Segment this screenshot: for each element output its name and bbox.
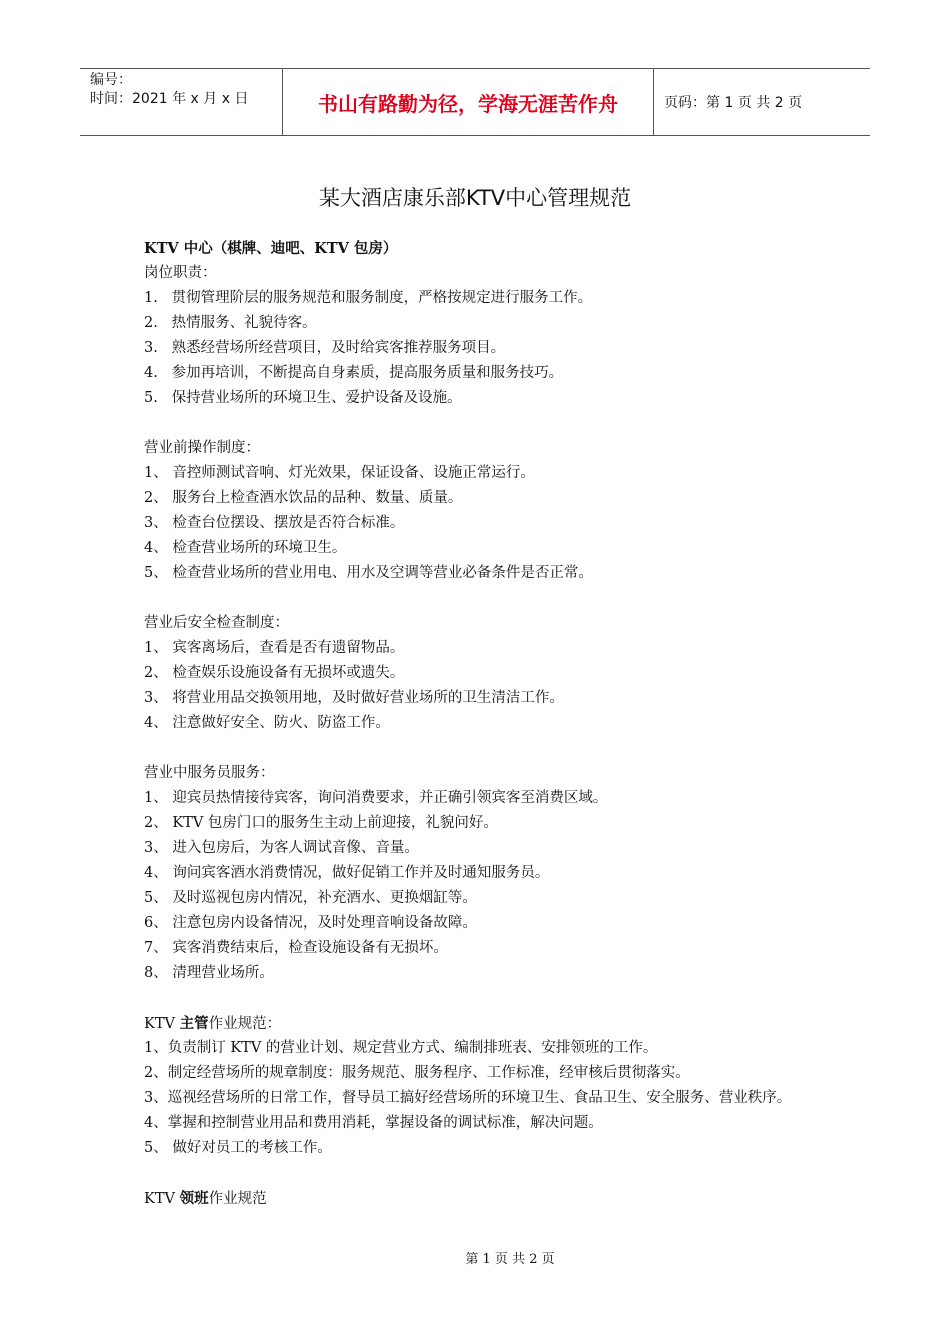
list-item: 4、掌握和控制营业用品和费用消耗，掌握设备的调试标准，解决问题。 (144, 1115, 603, 1131)
code-label: 编号： (90, 72, 132, 88)
header-page-label: 页码：第 1 页 共 2 页 (664, 95, 803, 111)
list-item: 1、 迎宾员热情接待宾客，询问消费要求，并正确引领宾客至消费区域。 (144, 790, 608, 806)
list-item: 1. 贯彻管理阶层的服务规范和服务制度，严格按规定进行服务工作。 (144, 290, 593, 306)
supervisor-heading-bold: 主管 (179, 1015, 209, 1032)
foreman-heading-prefix: KTV (144, 1191, 180, 1207)
list-item: 8、 清理营业场所。 (144, 965, 274, 981)
document-title: 某大酒店康乐部KTV中心管理规范 (318, 186, 632, 210)
list-item: 4、 检查营业场所的环境卫生。 (144, 540, 347, 556)
list-item: 5、 及时巡视包房内情况，补充酒水、更换烟缸等。 (144, 890, 477, 906)
list-item: 2、 KTV 包房门口的服务生主动上前迎接，礼貌问好。 (144, 815, 498, 831)
list-item: 1、 宾客离场后，查看是否有遗留物品。 (144, 640, 405, 656)
list-item: 4. 参加再培训，不断提高自身素质，提高服务质量和服务技巧。 (144, 365, 564, 381)
list-item: 3、 将营业用品交换领用地，及时做好营业场所的卫生清洁工作。 (144, 690, 564, 706)
list-item: 5、 做好对员工的考核工作。 (144, 1140, 332, 1156)
list-item: 2. 热情服务、礼貌待客。 (144, 315, 317, 331)
section-subtitle: KTV 中心（棋牌、迪吧、KTV 包房） (144, 240, 398, 257)
list-item: 1、负责制订 KTV 的营业计划、规定营业方式、编制排班表、安排领班的工作。 (144, 1040, 658, 1056)
list-item: 2、 检查娱乐设施设备有无损坏或遗失。 (144, 665, 405, 681)
list-item: 3. 熟悉经营场所经营项目，及时给宾客推荐服务项目。 (144, 340, 506, 356)
pre-open-heading: 营业前操作制度： (144, 440, 260, 456)
foreman-heading-bold: 领班 (179, 1190, 209, 1207)
post-close-heading: 营业后安全检查制度： (144, 615, 289, 631)
list-item: 5、 检查营业场所的营业用电、用水及空调等营业必备条件是否正常。 (144, 565, 593, 581)
list-item: 5. 保持营业场所的环境卫生、爱护设备及设施。 (144, 390, 462, 406)
header-motto: 书山有路勤为径，学海无涯苦作舟 (282, 69, 654, 135)
duties-heading: 岗位职责： (144, 265, 217, 281)
supervisor-heading-prefix: KTV (144, 1016, 180, 1032)
foreman-heading (144, 1186, 824, 1211)
list-item: 3、 检查台位摆设、摆放是否符合标准。 (144, 515, 405, 531)
list-item: 7、 宾客消费结束后，检查设施设备有无损坏。 (144, 940, 448, 956)
list-item: 3、 进入包房后，为客人调试音像、音量。 (144, 840, 419, 856)
list-item: 2、 服务台上检查酒水饮品的品种、数量、质量。 (144, 490, 463, 506)
list-item: 4、 询问宾客酒水消费情况，做好促销工作并及时通知服务员。 (144, 865, 550, 881)
list-item: 6、 注意包房内设备情况，及时处理音响设备故障。 (144, 915, 477, 931)
document-body (144, 236, 824, 1211)
foreman-heading-suffix: 作业规范 (208, 1191, 267, 1207)
list-item: 3、巡视经营场所的日常工作，督导员工搞好经营场所的环境卫生、食品卫生、安全服务、营业秩序。 (144, 1090, 792, 1106)
header-meta (80, 69, 282, 135)
service-heading: 营业中服务员服务： (144, 765, 275, 781)
list-item: 2、制定经营场所的规章制度：服务规范、服务程序、工作标准，经审核后贯彻落实。 (144, 1065, 690, 1081)
supervisor-heading-suffix: 作业规范： (208, 1016, 282, 1032)
page-footer: 第 1 页 共 2 页 (465, 1252, 555, 1267)
list-item: 1、 音控师测试音响、灯光效果，保证设备、设施正常运行。 (144, 465, 535, 481)
page-header (80, 68, 870, 136)
supervisor-heading (144, 1011, 824, 1036)
time-label: 时间：2021 年 x 月 x 日 (90, 91, 249, 107)
list-item: 4、 注意做好安全、防火、防盗工作。 (144, 715, 390, 731)
